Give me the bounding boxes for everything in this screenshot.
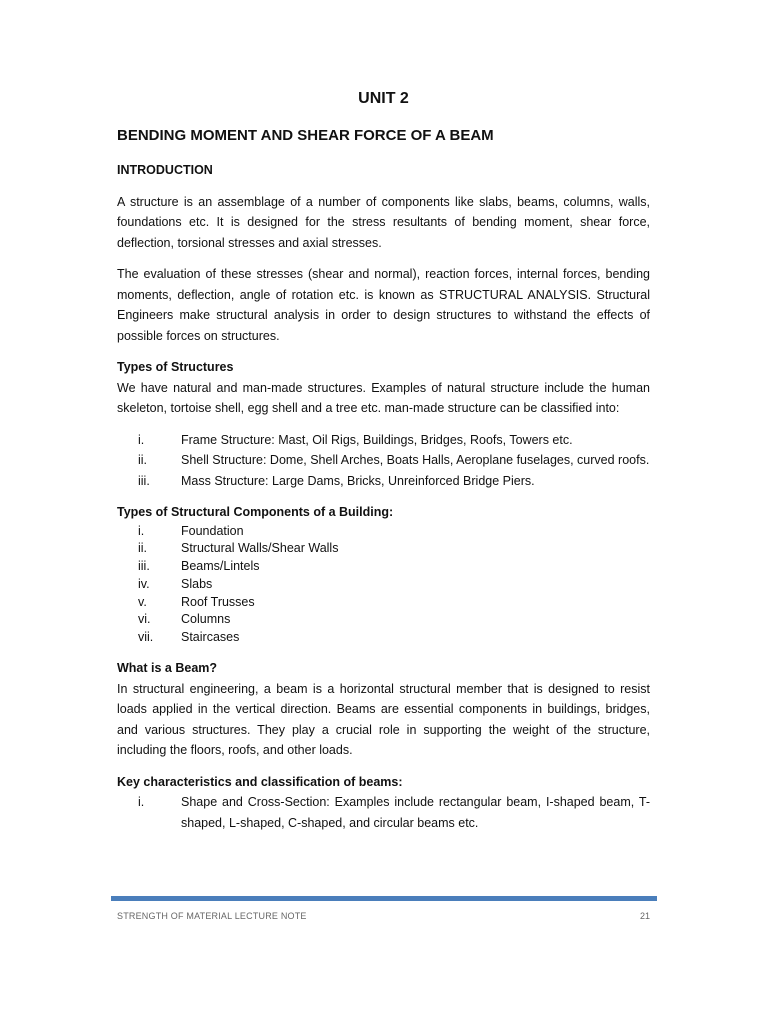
list-item-number: ii. — [138, 541, 148, 556]
page-number: 21 — [639, 911, 650, 921]
list-item-text: Mass Structure: Large Dams, Bricks, Unreinforced Bridge Piers. — [181, 473, 535, 488]
introduction-paragraph-2: The evaluation of these stresses (shear and normal), reaction forces, internal forces, bending moments, deflection, angle of rotation etc. is known as STRUCTURAL ANALYSIS. Structural Engineers make structural analysis in order to design structures to withstand the effects of possible forces on structures. — [117, 267, 650, 343]
list-item-text: Slabs — [181, 576, 213, 591]
chapter-title: BENDING MOMENT AND SHEAR FORCE OF A BEAM — [117, 127, 494, 144]
unit-title: UNIT 2 — [358, 90, 409, 107]
list-item — [117, 594, 650, 612]
types-of-structures-heading: Types of Structures — [117, 360, 234, 374]
list-item-number: iv. — [138, 576, 150, 591]
structural-components-heading: Types of Structural Components of a Building: — [117, 505, 394, 519]
what-is-beam-heading: What is a Beam? — [117, 661, 218, 676]
list-item — [117, 430, 650, 451]
list-item-text: Roof Trusses — [181, 594, 255, 609]
list-item-text: Beams/Lintels — [181, 559, 260, 574]
list-item — [117, 471, 650, 492]
list-item-text: Frame Structure: Mast, Oil Rigs, Buildings, Bridges, Roofs, Towers etc. — [181, 432, 573, 447]
list-item — [117, 611, 650, 629]
list-item — [117, 540, 650, 558]
list-item-number: ii. — [138, 453, 148, 467]
list-item — [117, 523, 650, 541]
list-item-number: v. — [138, 594, 147, 609]
list-item — [117, 450, 650, 471]
list-item — [117, 792, 650, 833]
list-item — [117, 576, 650, 594]
types-of-structures-paragraph: We have natural and man-made structures. Examples of natural structure include the human skeleton, tortoise shell, egg shell and a tree etc. man-made structure can be classified into: — [117, 380, 650, 415]
key-characteristics-heading: Key characteristics and classification of beams: — [117, 774, 403, 789]
introduction-paragraph-1: A structure is an assemblage of a number of components like slabs, beams, columns, walls, foundations etc. It is designed for the stress resultants of bending moment, shear force, deflection, torsional stresses and axial stresses. — [117, 194, 650, 250]
list-item-number: vii. — [138, 630, 154, 645]
list-item-text: Structural Walls/Shear Walls — [181, 541, 339, 556]
footer-divider — [111, 896, 657, 901]
key-characteristics-list — [117, 792, 650, 833]
list-item-number: i. — [138, 432, 145, 447]
list-item-text: Shape and Cross-Section: Examples include rectangular beam, I-shaped beam, T-shaped, L-shaped, C-shaped, and circular beams etc. — [181, 795, 650, 830]
structural-components-list — [117, 523, 650, 648]
introduction-heading: INTRODUCTION — [117, 163, 213, 177]
list-item-text: Shell Structure: Dome, Shell Arches, Boats Halls, Aeroplane fuselages, curved roofs. — [181, 453, 650, 467]
list-item-number: i. — [138, 795, 145, 810]
what-is-beam-paragraph: In structural engineering, a beam is a horizontal structural member that is designed to resist loads applied in the vertical direction. Beams are essential components in buildings, bridges, and various structures. They play a crucial role in supporting the weight of the structure, including the floors, roofs, and other loads. — [117, 681, 650, 758]
document-page — [117, 88, 650, 844]
list-item — [117, 558, 650, 576]
list-item — [117, 629, 650, 647]
footer-title: STRENGTH OF MATERIAL LECTURE NOTE — [117, 911, 307, 921]
structure-types-list — [117, 430, 650, 492]
list-item-text: Staircases — [181, 630, 240, 645]
list-item-number: iii. — [138, 559, 150, 574]
list-item-text: Foundation — [181, 523, 244, 538]
list-item-number: vi. — [138, 612, 151, 627]
list-item-text: Columns — [181, 612, 231, 627]
list-item-number: iii. — [138, 473, 150, 488]
list-item-number: i. — [138, 523, 145, 538]
